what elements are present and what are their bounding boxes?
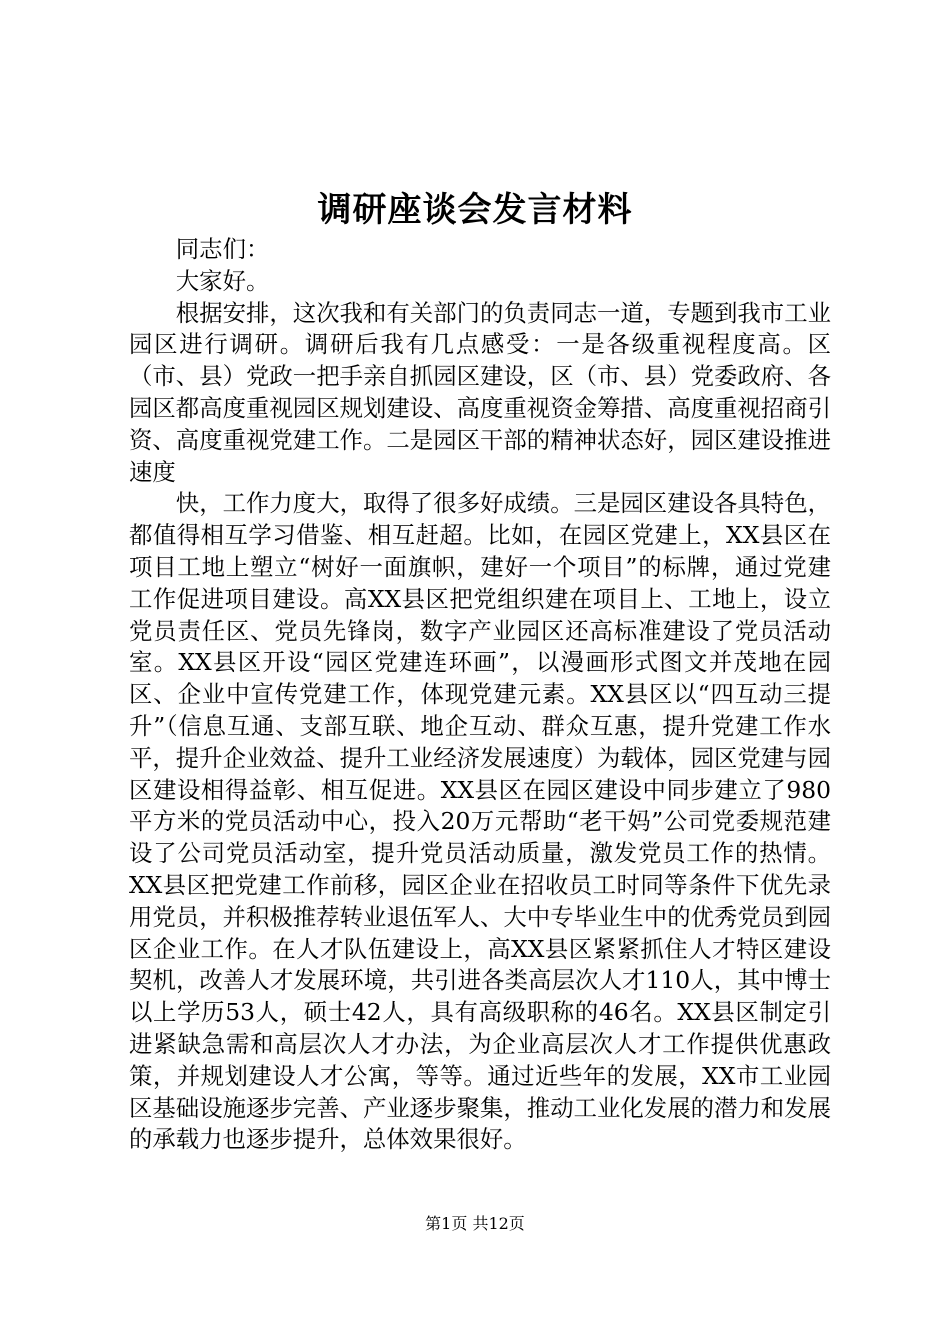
greeting-paragraph: 大家好。: [175, 266, 270, 295]
document-body: [129, 234, 831, 1156]
body-paragraph: 快，工作力度大，取得了很多好成绩。三是园区建设各具特色，都值得相互学习借鉴、相互赶超。比如，在园区党建上，XX县区在项目工地上塑立“树好一面旗帜，建好一个项目”的标牌，通过党建工作促进项目建设。高XX县区把党组织建在项目上、工地上，设立党员责任区、党员先锋岗，数字产业园区还高标准建设了党员活动室。XX县区开设“园区党建连环画”，以漫画形式图文并茂地在园区、企业中宣传党建工作，体现党建元素。XX县区以“四互动三提升”（信息互通、支部互联、地企互动、群众互惠，提升党建工作水平，提升企业效益、提升工业经济发展速度）为载体，园区党建与园区建设相得益彰、相互促进。XX县区在园区建设中同步建立了980平方米的党员活动中心，投入20万元帮助“老干妈”公司党委规范建设了公司党员活动室，提升党员活动质量，激发党员工作的热情。XX县区把党建工作前移，园区企业在招收员工时同等条件下优先录用党员，并积极推荐转业退伍军人、大中专毕业生中的优秀党员到园区企业工作。在人才队伍建设上，高XX县区紧紧抓住人才特区建设契机，改善人才发展环境，共引进各类高层次人才110人，其中博士以上学历53人，硕士42人，具有高级职称的46名。XX县区制定引进紧缺急需和高层次人才办法，为企业高层次人才工作提供优惠政策，并规划建设人才公寓，等等。通过近些年的发展，XX市工业园区基础设施逐步完善、产业逐步聚集，推动工业化发展的潜力和发展的承载力也逐步提升，总体效果很好。: [129, 489, 831, 1154]
page-number-footer: 第1页 共12页: [425, 1214, 525, 1233]
salutation-paragraph: 同志们：: [175, 235, 270, 263]
document-title: 调研座谈会发言材料: [317, 190, 633, 230]
body-paragraph: 根据安排，这次我和有关部门的负责同志一道，专题到我市工业园区进行调研。调研后我有几点感受：一是各级重视程度高。区（市、县）党政一把手亲自抓园区建设，区（市、县）党委政府、各园区都高度重视园区规划建设、高度重视资金筹措、高度重视招商引资、高度重视党建工作。二是园区干部的精神状态好，园区建设推进速度: [129, 298, 831, 486]
